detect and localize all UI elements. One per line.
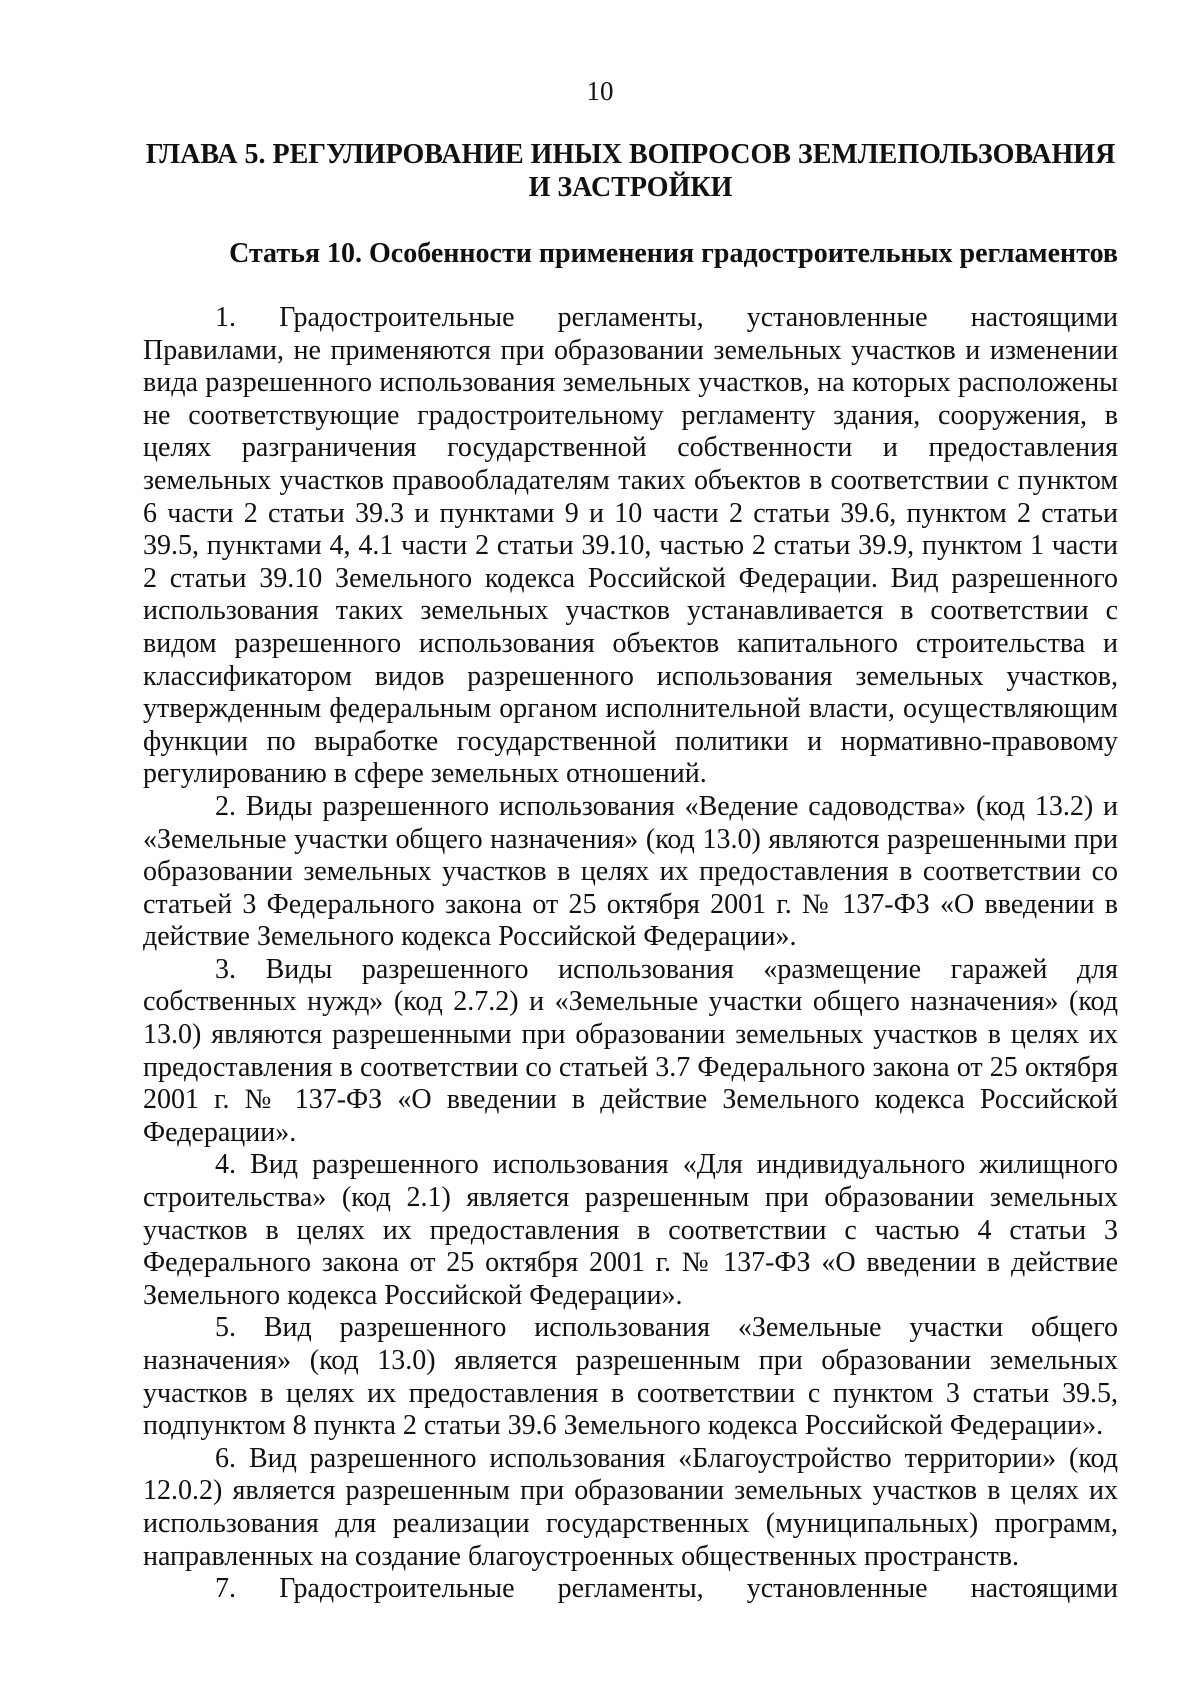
paragraph-5: 5. Вид разрешенного использования «Земельные участки общего назначения» (код 13.0) является разрешенным при образовании земельных участков в целях их предоставления в соответствии с пунктом 3 статьи 39.5, подпунктом 8 пункта 2 статьи 39.6 Земельного кодекса Российской Федерации». [143,1312,1118,1442]
chapter-title: ГЛАВА 5. РЕГУЛИРОВАНИЕ ИНЫХ ВОПРОСОВ ЗЕМЛЕПОЛЬЗОВАНИЯ И ЗАСТРОЙКИ [145,139,1116,203]
page-number: 10 [586,76,614,106]
paragraph-3: 3. Виды разрешенного использования «размещение гаражей для собственных нужд» (код 2.7.2) и «Земельные участки общего назначения» (код 13.0) являются разрешенными при образовании земельных участков в целях их предоставления в соответствии со статьей 3.7 Федерального закона от 25 октября 2001 г. № 137-ФЗ «О введении в действие Земельного кодекса Российской Федерации». [143,953,1118,1148]
article-body [143,302,1118,1606]
paragraph-7: 7. Градостроительные регламенты, установленные настоящими [215,1573,1118,1605]
paragraph-2: 2. Виды разрешенного использования «Ведение садоводства» (код 13.2) и «Земельные участки общего назначения» (код 13.0) являются разрешенными при образовании земельных участков в целях их предоставления в соответствии со статьей 3 Федерального закона от 25 октября 2001 г. № 137-ФЗ «О введении в действие Земельного кодекса Российской Федерации». [143,790,1118,953]
paragraph-1: 1. Градостроительные регламенты, установленные настоящими Правилами, не применяются при образовании земельных участков и изменении вида разрешенного использования земельных участков, на которых расположены не соответствующие градостроительному регламенту здания, сооружения, в целях разграничения государственной собственности и предоставления земельных участков правообладателям таких объектов в соответствии с пунктом 6 части 2 статьи 39.3 и пунктами 9 и 10 части 2 статьи 39.6, пунктом 2 статьи 39.5, пунктами 4, 4.1 части 2 статьи 39.10, частью 2 статьи 39.9, пунктом 1 части 2 статьи 39.10 Земельного кодекса Российской Федерации. Вид разрешенного использования таких земельных участков устанавливается в соответствии с видом разрешенного использования объектов капитального строительства и классификатором видов разрешенного использования земельных участков, утвержденным федеральным органом исполнительной власти, осуществляющим функции по выработке государственной политики и нормативно-правовому регулированию в сфере земельных отношений. [143,302,1118,790]
article-title: Статья 10. Особенности применения градостроительных регламентов [229,238,1118,269]
paragraph-6: 6. Вид разрешенного использования «Благоустройство территории» (код 12.0.2) является разрешенным при образовании земельных участков в целях их использования для реализации государственных (муниципальных) программ, направленных на создание благоустроенных общественных пространств. [143,1442,1118,1572]
paragraph-4: 4. Вид разрешенного использования «Для индивидуального жилищного строительства» (код 2.1) является разрешенным при образовании земельных участков в целях их предоставления в соответствии с частью 4 статьи 3 Федерального закона от 25 октября 2001 г. № 137-ФЗ «О введении в действие Земельного кодекса Российской Федерации». [143,1149,1118,1311]
